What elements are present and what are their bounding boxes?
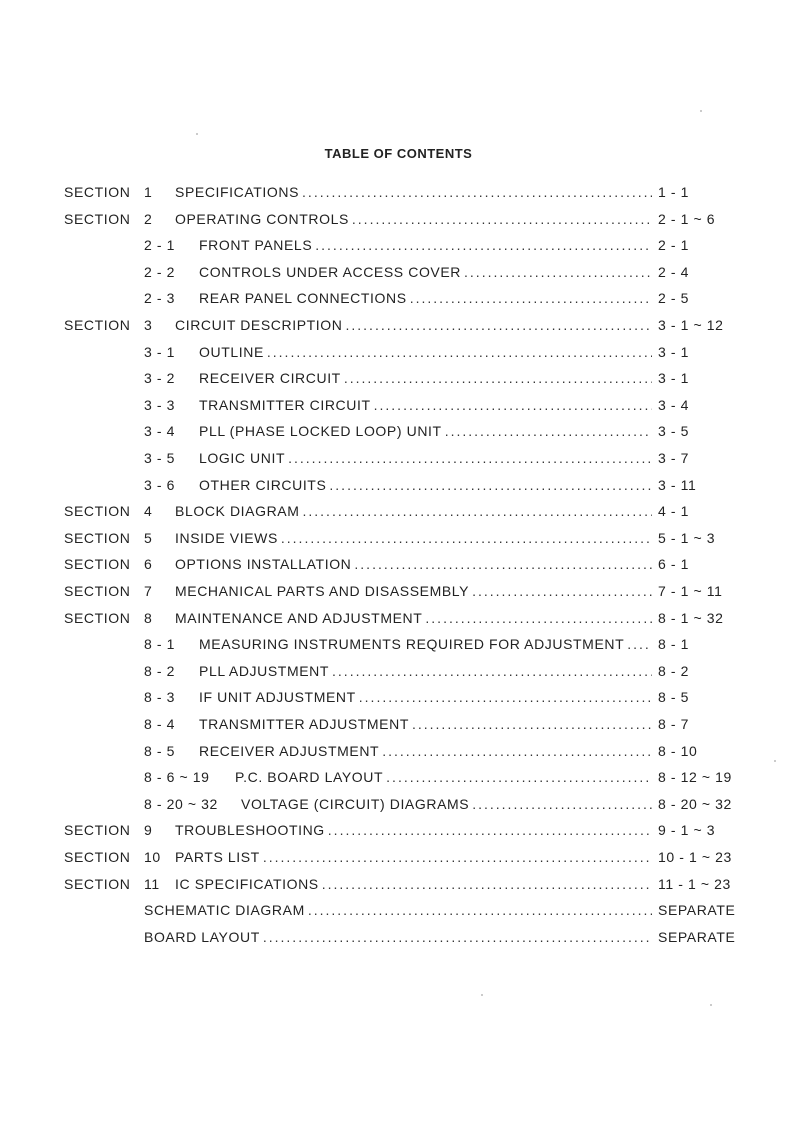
page-reference: 5 - 1 ~ 3 [658, 529, 716, 546]
dot-leader [445, 423, 652, 439]
entry-number: 9 [144, 822, 153, 839]
entry-number: 3 - 4 [144, 423, 176, 440]
page-title: TABLE OF CONTENTS [324, 146, 473, 161]
page-reference: 6 - 1 [658, 556, 690, 573]
page-reference: 2 - 1 [658, 237, 690, 254]
toc-entry [0, 556, 797, 578]
paper-speck [196, 133, 198, 135]
entry-number: 8 [144, 609, 153, 626]
entry-leader-line [199, 397, 655, 413]
section-label: SECTION [64, 875, 131, 892]
entry-leader-line [175, 610, 655, 626]
entry-leader-line [199, 716, 655, 732]
entry-number: 8 - 1 [144, 636, 176, 653]
entry-number: 7 [144, 583, 153, 599]
dot-leader [263, 929, 652, 945]
entry-number: 3 - 1 [144, 343, 176, 360]
entry-number: 2 - 1 [144, 237, 176, 254]
dot-leader [328, 822, 652, 838]
dot-leader [412, 716, 652, 732]
entry-number: 8 - 2 [144, 662, 176, 679]
entry-leader-line [175, 849, 655, 865]
entry-leader-line [175, 317, 655, 333]
entry-number: 2 - 3 [144, 290, 176, 307]
entry-title: REAR PANEL CONNECTIONS [199, 290, 407, 307]
toc-entry [0, 423, 797, 445]
page-reference: 2 - 5 [658, 290, 690, 307]
page-reference: 7 - 1 ~ 11 [658, 583, 723, 599]
entry-title: FRONT PANELS [199, 237, 313, 254]
dot-leader [346, 317, 653, 333]
page-reference: 8 - 12 ~ 19 [658, 769, 732, 786]
entry-number: 3 - 6 [144, 476, 176, 493]
toc-entry [0, 743, 797, 765]
dot-leader [308, 902, 652, 918]
section-label: SECTION [64, 609, 131, 626]
toc-entry [0, 503, 797, 525]
entry-title: BLOCK DIAGRAM [175, 503, 300, 520]
entry-title: CIRCUIT DESCRIPTION [175, 317, 343, 333]
toc-entry [0, 237, 797, 259]
page-reference: SEPARATE [658, 902, 736, 919]
dot-leader [359, 689, 652, 705]
entry-number: 8 - 5 [144, 742, 176, 759]
entry-leader-line [199, 423, 655, 439]
page-reference: 8 - 1 ~ 32 [658, 609, 724, 626]
toc-entry [0, 849, 797, 871]
toc-entry [0, 583, 797, 605]
section-label: SECTION [64, 503, 131, 520]
entry-leader-line [175, 184, 655, 200]
page-reference: 8 - 1 [658, 636, 690, 653]
section-label: SECTION [64, 210, 131, 227]
toc-entry [0, 477, 797, 499]
dot-leader [322, 876, 652, 892]
paper-speck [481, 994, 483, 996]
entry-number: 3 [144, 317, 153, 333]
paper-speck [700, 110, 702, 112]
toc-entry [0, 796, 797, 818]
dot-leader [354, 556, 652, 572]
entry-leader-line [199, 290, 655, 306]
page-reference: 8 - 7 [658, 716, 690, 732]
toc-entry [0, 184, 797, 206]
section-label: SECTION [64, 849, 131, 865]
toc-entry [0, 769, 797, 791]
entry-leader-line [144, 929, 655, 945]
entry-number: 8 - 4 [144, 716, 176, 732]
toc-entry [0, 317, 797, 339]
entry-number: 1 [144, 184, 153, 200]
page-reference: 3 - 1 [658, 343, 690, 360]
toc-entry [0, 636, 797, 658]
section-label: SECTION [64, 184, 131, 200]
dot-leader [410, 290, 652, 306]
dot-leader [464, 264, 652, 280]
entry-title: OTHER CIRCUITS [199, 476, 327, 493]
entry-leader-line [175, 556, 655, 572]
entry-number: 4 [144, 503, 153, 520]
entry-title: OPERATING CONTROLS [175, 210, 349, 227]
entry-leader-line [199, 689, 655, 705]
entry-title: PARTS LIST [175, 849, 260, 865]
toc-entry [0, 530, 797, 552]
entry-leader-line [235, 769, 655, 785]
entry-title: MAINTENANCE AND ADJUSTMENT [175, 609, 423, 626]
entry-title: LOGIC UNIT [199, 450, 286, 466]
entry-title: RECEIVER CIRCUIT [199, 370, 341, 387]
entry-title: TRANSMITTER ADJUSTMENT [199, 716, 409, 732]
entry-leader-line [199, 370, 655, 386]
page-reference: 8 - 2 [658, 662, 690, 679]
dot-leader [315, 237, 652, 253]
toc-entry [0, 290, 797, 312]
entry-title: RECEIVER ADJUSTMENT [199, 742, 380, 759]
section-label: SECTION [64, 556, 131, 573]
toc-entry [0, 450, 797, 472]
page-reference: 3 - 5 [658, 423, 690, 440]
entry-number: 8 - 3 [144, 689, 176, 706]
entry-title: PLL (PHASE LOCKED LOOP) UNIT [199, 423, 442, 440]
entry-leader-line [199, 636, 655, 652]
entry-leader-line [175, 530, 655, 546]
entry-title: TRANSMITTER CIRCUIT [199, 396, 371, 413]
dot-leader [382, 743, 652, 759]
entry-number: 10 [144, 849, 161, 865]
page-reference: 2 - 1 ~ 6 [658, 210, 716, 227]
toc-entry [0, 929, 797, 951]
page-reference: 11 - 1 ~ 23 [658, 875, 731, 892]
entry-leader-line [175, 822, 655, 838]
entry-leader-line [199, 344, 655, 360]
entry-leader-line [199, 237, 655, 253]
entry-title: INSIDE VIEWS [175, 529, 278, 546]
toc-entry [0, 902, 797, 924]
dot-leader [267, 344, 652, 360]
toc-entry [0, 689, 797, 711]
dot-leader [344, 370, 652, 386]
paper-speck [710, 1004, 712, 1006]
dot-leader [288, 450, 652, 466]
entry-title: CONTROLS UNDER ACCESS COVER [199, 263, 462, 280]
dot-leader [303, 503, 653, 519]
entry-title: OPTIONS INSTALLATION [175, 556, 352, 573]
section-label: SECTION [64, 583, 131, 599]
dot-leader [627, 636, 652, 652]
toc-entry [0, 610, 797, 632]
entry-number: 3 - 2 [144, 370, 176, 387]
entry-leader-line [144, 902, 655, 918]
entry-leader-line [175, 876, 655, 892]
page-reference: 3 - 7 [658, 450, 690, 466]
section-label: SECTION [64, 317, 131, 333]
page-reference: 8 - 10 [658, 742, 698, 759]
entry-title: P.C. BOARD LAYOUT [235, 769, 384, 786]
entry-number: 8 - 20 ~ 32 [144, 795, 218, 812]
page-reference: 3 - 4 [658, 396, 690, 413]
toc-entry [0, 663, 797, 685]
toc-entry [0, 716, 797, 738]
page-reference: 4 - 1 [658, 503, 690, 520]
toc-entry [0, 211, 797, 233]
page-reference: 3 - 1 [658, 370, 690, 387]
page-reference: 8 - 20 ~ 32 [658, 795, 732, 812]
entry-title: IC SPECIFICATIONS [175, 875, 319, 892]
entry-title: IF UNIT ADJUSTMENT [199, 689, 356, 706]
toc-entry [0, 822, 797, 844]
entry-leader-line [175, 211, 655, 227]
entry-title: BOARD LAYOUT [144, 928, 260, 945]
dot-leader [425, 610, 652, 626]
dot-leader [472, 796, 652, 812]
dot-leader [332, 663, 652, 679]
page-reference: 1 - 1 [658, 184, 690, 200]
entry-title: OUTLINE [199, 343, 264, 360]
entry-number: 2 - 2 [144, 263, 176, 280]
entry-number: 8 - 6 ~ 19 [144, 769, 210, 786]
entry-title: MEASURING INSTRUMENTS REQUIRED FOR ADJUSTMENT [199, 636, 625, 653]
dot-leader [329, 477, 652, 493]
entry-leader-line [199, 450, 655, 466]
entry-leader-line [175, 503, 655, 519]
dot-leader [281, 530, 652, 546]
dot-leader [374, 397, 652, 413]
entry-number: 6 [144, 556, 153, 573]
entry-leader-line [199, 663, 655, 679]
section-label: SECTION [64, 822, 131, 839]
page-reference: 10 - 1 ~ 23 [658, 849, 732, 865]
entry-number: 11 [144, 875, 160, 892]
dot-leader [386, 769, 652, 785]
page-reference: 9 - 1 ~ 3 [658, 822, 716, 839]
entry-leader-line [199, 477, 655, 493]
dot-leader [472, 583, 652, 599]
entry-leader-line [241, 796, 655, 812]
entry-leader-line [199, 743, 655, 759]
entry-leader-line [175, 583, 655, 599]
page-reference: 3 - 11 [658, 476, 697, 493]
entry-number: 5 [144, 529, 153, 546]
toc-entry [0, 370, 797, 392]
paper-speck [774, 760, 776, 762]
dot-leader [302, 184, 652, 200]
entry-title: SCHEMATIC DIAGRAM [144, 902, 305, 919]
dot-leader [352, 211, 652, 227]
entry-number: 3 - 5 [144, 450, 176, 466]
toc-entry [0, 264, 797, 286]
toc-entry [0, 397, 797, 419]
entry-title: MECHANICAL PARTS AND DISASSEMBLY [175, 583, 470, 599]
section-label: SECTION [64, 529, 131, 546]
page-reference: 8 - 5 [658, 689, 690, 706]
page-reference: 3 - 1 ~ 12 [658, 317, 724, 333]
toc-entry [0, 344, 797, 366]
entry-title: TROUBLESHOOTING [175, 822, 325, 839]
entry-title: SPECIFICATIONS [175, 184, 300, 200]
page-reference: SEPARATE [658, 928, 736, 945]
page-reference: 2 - 4 [658, 263, 690, 280]
entry-number: 2 [144, 210, 153, 227]
entry-number: 3 - 3 [144, 396, 176, 413]
toc-entry [0, 876, 797, 898]
entry-title: VOLTAGE (CIRCUIT) DIAGRAMS [241, 795, 470, 812]
entry-leader-line [199, 264, 655, 280]
dot-leader [263, 849, 652, 865]
entry-title: PLL ADJUSTMENT [199, 662, 330, 679]
